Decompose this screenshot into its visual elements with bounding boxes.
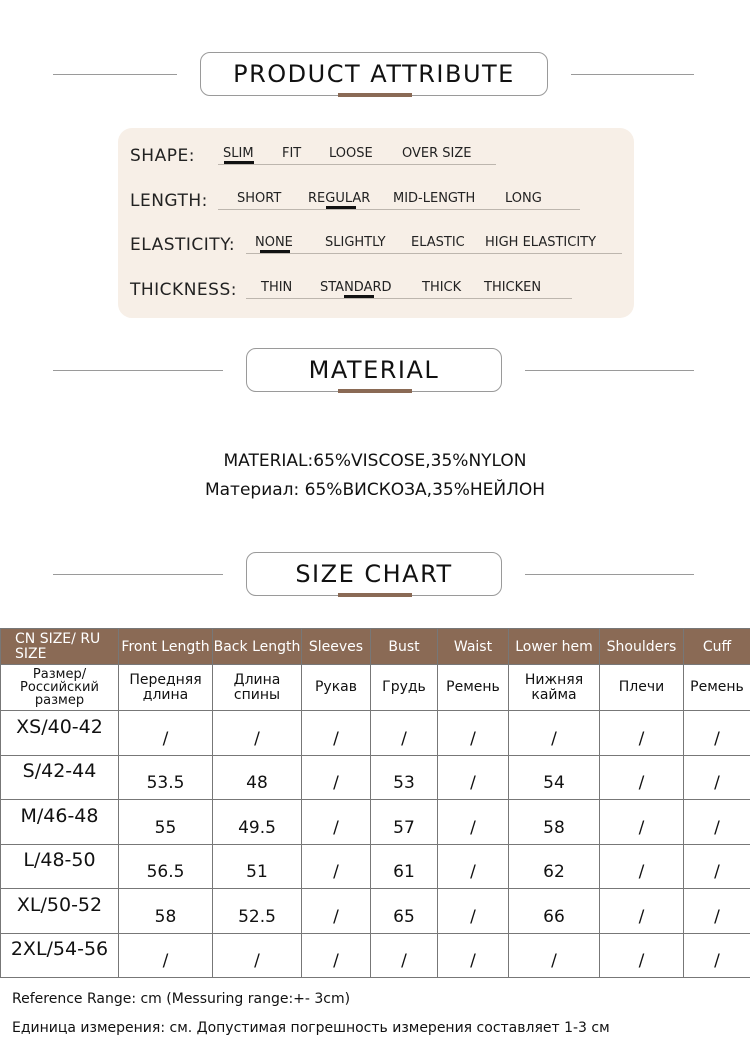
table-cell: 66 bbox=[509, 889, 600, 934]
material-en bbox=[0, 451, 750, 471]
table-cell: / bbox=[684, 889, 750, 934]
column-header: Back Length bbox=[213, 629, 302, 665]
column-header-ru: Размер/ Российский размер bbox=[1, 665, 119, 711]
attribute-underline bbox=[218, 209, 580, 210]
column-header: Waist bbox=[438, 629, 509, 665]
table-cell: / bbox=[213, 933, 302, 978]
section-title: SIZE CHART bbox=[246, 552, 502, 596]
column-header: Sleeves bbox=[302, 629, 371, 665]
attribute-option: SLIM bbox=[223, 146, 254, 161]
attribute-option: HIGH ELASTICITY bbox=[485, 235, 597, 250]
column-header: Bust bbox=[371, 629, 438, 665]
attribute-underline bbox=[218, 164, 496, 165]
attribute-label: ELASTICITY: bbox=[130, 235, 236, 255]
column-header-ru: Передняя длина bbox=[119, 665, 213, 711]
table-cell: / bbox=[438, 889, 509, 934]
attribute-option: SLIGHTLY bbox=[325, 235, 386, 250]
divider-left bbox=[53, 574, 223, 575]
selected-marker bbox=[260, 250, 290, 253]
table-cell: / bbox=[119, 933, 213, 978]
accent-bar bbox=[338, 389, 412, 393]
table-cell: / bbox=[509, 711, 600, 756]
attribute-option: REGULAR bbox=[308, 191, 371, 206]
divider-left bbox=[53, 74, 177, 75]
selected-marker bbox=[344, 295, 374, 298]
column-header: Lower hem bbox=[509, 629, 600, 665]
table-cell: / bbox=[600, 711, 684, 756]
attribute-card bbox=[118, 128, 634, 318]
table-cell: / bbox=[119, 711, 213, 756]
reference-note-ru: Единица измерения: см. Допустимая погрешность измерения составляет 1-3 см bbox=[12, 1020, 610, 1036]
table-cell: / bbox=[684, 933, 750, 978]
column-header: CN SIZE/ RU SIZE bbox=[1, 629, 119, 665]
table-cell: / bbox=[600, 889, 684, 934]
attribute-row-shape bbox=[118, 140, 634, 170]
table-cell: / bbox=[438, 755, 509, 800]
product-attribute-header bbox=[0, 52, 750, 102]
material-ru bbox=[0, 480, 750, 500]
column-header: Cuff bbox=[684, 629, 750, 665]
divider-right bbox=[525, 574, 694, 575]
table-cell: / bbox=[302, 755, 371, 800]
material-header bbox=[0, 348, 750, 398]
material-ru-value: 65%ВИСКОЗА,35%НЕЙЛОН bbox=[304, 480, 546, 500]
attribute-label: THICKNESS: bbox=[130, 280, 237, 300]
attribute-option: STANDARD bbox=[320, 280, 392, 295]
table-cell: / bbox=[302, 933, 371, 978]
table-cell: / bbox=[371, 711, 438, 756]
size-cell: XL/50-52 bbox=[1, 889, 119, 934]
attribute-underline bbox=[246, 298, 572, 299]
attribute-underline bbox=[246, 253, 622, 254]
table-cell: / bbox=[302, 800, 371, 845]
table-cell: 62 bbox=[509, 844, 600, 889]
table-cell: / bbox=[438, 711, 509, 756]
table-cell: / bbox=[302, 889, 371, 934]
divider-left bbox=[53, 370, 223, 371]
attribute-option: NONE bbox=[255, 235, 293, 250]
column-header: Front Length bbox=[119, 629, 213, 665]
size-cell: L/48-50 bbox=[1, 844, 119, 889]
section-title: MATERIAL bbox=[246, 348, 502, 392]
material-en-value: 65%VISCOSE,35%NYLON bbox=[313, 451, 527, 471]
accent-bar bbox=[338, 93, 412, 97]
header-row-ru bbox=[1, 665, 750, 711]
table-cell: 54 bbox=[509, 755, 600, 800]
table-row bbox=[1, 889, 750, 934]
table-cell: / bbox=[438, 933, 509, 978]
table-cell: 51 bbox=[213, 844, 302, 889]
attribute-option: FIT bbox=[282, 146, 302, 161]
table-cell: 53 bbox=[371, 755, 438, 800]
table-cell: / bbox=[509, 933, 600, 978]
table-cell: / bbox=[438, 844, 509, 889]
table-cell: / bbox=[684, 844, 750, 889]
table-cell: / bbox=[600, 933, 684, 978]
table-cell: / bbox=[302, 844, 371, 889]
size-chart-table bbox=[0, 628, 750, 978]
table-cell: 65 bbox=[371, 889, 438, 934]
attribute-row-elasticity bbox=[118, 229, 634, 259]
table-cell: / bbox=[371, 933, 438, 978]
column-header-ru: Грудь bbox=[371, 665, 438, 711]
attribute-option: ELASTIC bbox=[411, 235, 465, 250]
material-ru-label: Материал: bbox=[204, 480, 300, 500]
column-header-ru: Ремень bbox=[438, 665, 509, 711]
attribute-option: THICKEN bbox=[484, 280, 542, 295]
divider-right bbox=[525, 370, 694, 371]
size-cell: XS/40-42 bbox=[1, 711, 119, 756]
table-row bbox=[1, 933, 750, 978]
material-en-label: MATERIAL: bbox=[223, 451, 314, 471]
size-chart-header bbox=[0, 552, 750, 602]
table-cell: 58 bbox=[119, 889, 213, 934]
column-header-ru: Рукав bbox=[302, 665, 371, 711]
attribute-option: LONG bbox=[505, 191, 542, 206]
table-cell: / bbox=[302, 711, 371, 756]
table-cell: 58 bbox=[509, 800, 600, 845]
table-cell: 53.5 bbox=[119, 755, 213, 800]
table-row bbox=[1, 800, 750, 845]
table-cell: / bbox=[600, 844, 684, 889]
selected-marker bbox=[326, 206, 356, 209]
table-row bbox=[1, 755, 750, 800]
attribute-option: SHORT bbox=[237, 191, 282, 206]
reference-note-en: Reference Range: cm (Messuring range:+- 3cm) bbox=[12, 991, 351, 1007]
table-cell: 49.5 bbox=[213, 800, 302, 845]
selected-marker bbox=[224, 161, 254, 164]
table-cell: / bbox=[684, 711, 750, 756]
header-row-en bbox=[1, 629, 750, 665]
table-row bbox=[1, 711, 750, 756]
attribute-option: MID-LENGTH bbox=[393, 191, 476, 206]
table-cell: / bbox=[684, 800, 750, 845]
table-cell: / bbox=[600, 755, 684, 800]
attribute-label: LENGTH: bbox=[130, 191, 208, 211]
size-cell: 2XL/54-56 bbox=[1, 933, 119, 978]
attribute-row-length bbox=[118, 185, 634, 215]
table-cell: / bbox=[438, 800, 509, 845]
table-cell: 56.5 bbox=[119, 844, 213, 889]
column-header-ru: Длина спины bbox=[213, 665, 302, 711]
size-cell: M/46-48 bbox=[1, 800, 119, 845]
column-header-ru: Ремень bbox=[684, 665, 750, 711]
attribute-option: OVER SIZE bbox=[402, 146, 472, 161]
size-rows bbox=[1, 711, 750, 978]
attribute-option: THIN bbox=[261, 280, 293, 295]
table-cell: 61 bbox=[371, 844, 438, 889]
divider-right bbox=[571, 74, 694, 75]
column-header-ru: Плечи bbox=[600, 665, 684, 711]
table-cell: 52.5 bbox=[213, 889, 302, 934]
attribute-option: THICK bbox=[422, 280, 462, 295]
table-cell: / bbox=[684, 755, 750, 800]
column-header-ru: Нижняя кайма bbox=[509, 665, 600, 711]
attribute-option: LOOSE bbox=[329, 146, 373, 161]
table-cell: / bbox=[213, 711, 302, 756]
column-header: Shoulders bbox=[600, 629, 684, 665]
table-cell: 57 bbox=[371, 800, 438, 845]
attribute-row-thickness bbox=[118, 274, 634, 304]
table-row bbox=[1, 844, 750, 889]
attribute-label: SHAPE: bbox=[130, 146, 195, 166]
table-cell: / bbox=[600, 800, 684, 845]
section-title: PRODUCT ATTRIBUTE bbox=[200, 52, 548, 96]
table-cell: 48 bbox=[213, 755, 302, 800]
accent-bar bbox=[338, 593, 412, 597]
size-cell: S/42-44 bbox=[1, 755, 119, 800]
table-cell: 55 bbox=[119, 800, 213, 845]
